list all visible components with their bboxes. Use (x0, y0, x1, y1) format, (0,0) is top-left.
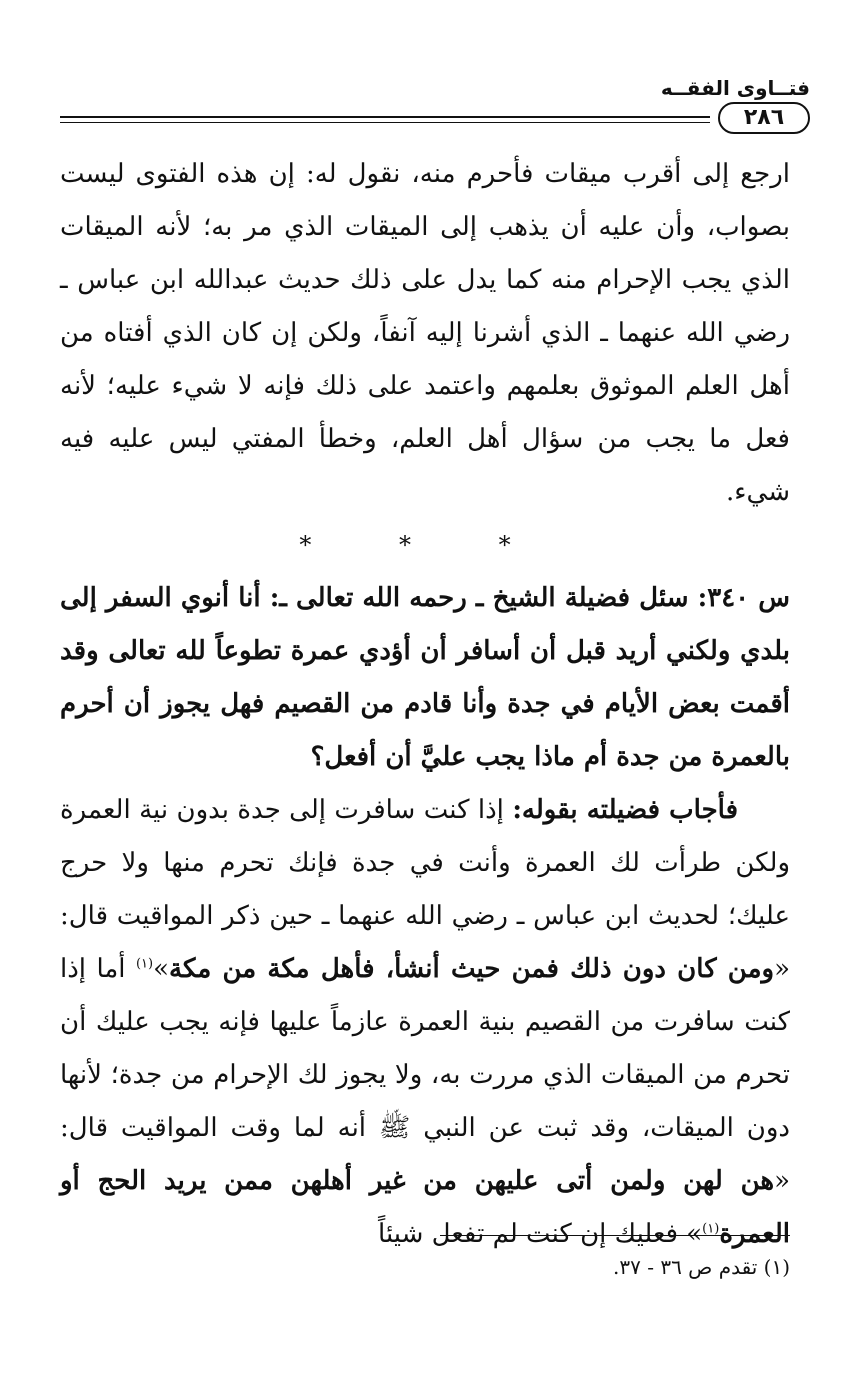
header-rule (60, 116, 710, 123)
footnote-ref-2: (١) (702, 1221, 720, 1237)
question-text: سئل فضيلة الشيخ ـ رحمه الله تعالى ـ: أنا أنوي السفر إلى بلدي ولكني أريد قبل أن أسافر أن أؤدي عمرة تطوعاً لله تعالى وقد أقمت بعض الأيام في جدة وأنا قادم من القصيم فهل يجوز أن أحرم بالعمرة من جدة أم ماذا يجب عليَّ أن أفعل؟ (60, 583, 790, 772)
hadith-quote-2: هن لهن ولمن أتى عليهن من غير أهلهن ممن يريد الحج أو العمرة (60, 1166, 790, 1249)
footnote: (١) تقدم ص ٣٦ - ٣٧. (613, 1255, 790, 1279)
footnote-ref-1: (١) (135, 956, 154, 972)
book-title: فتــاوى الفقــه (660, 76, 810, 100)
footnote-rule (440, 1235, 790, 1236)
page-number: ٢٨٦ (718, 102, 810, 134)
answer-text-1: إذا كنت سافرت إلى جدة بدون نية العمرة ولكن طرأت لك العمرة وأنت في جدة فإنك تحرم منها ولا حرج عليك؛ لحديث ابن عباس ـ رضي الله عنهما ـ حين ذكر المواقيت قال: « (60, 795, 790, 984)
answer-text-3: » فعليك إن كنت لم تفعل شيئاً (378, 1219, 703, 1249)
section-separator: * * * (299, 531, 551, 559)
paragraph-continued: ارجع إلى أقرب ميقات فأحرم منه، نقول له: إن هذه الفتوى ليست بصواب، وأن عليه أن يذهب إلى الميقات الذي مر به؛ لأنه الميقات الذي يجب الإحرام منه كما يدل على ذلك حديث عبدالله ابن عباس ـ رضي الله عنهما ـ الذي أشرنا إليه آنفاً، ولكن إن كان الذي أفتاه من أهل العلم الموثوق بعلمهم واعتمد على ذلك فإنه لا شيء عليه؛ لأنه فعل ما يجب من سؤال أهل العلم، وخطأ المفتي ليس عليه فيه شيء. (60, 159, 790, 507)
answer-text-2: أما إذا كنت سافرت من القصيم بنية العمرة عازماً عليها فإنه يجب عليك أن تحرم من الميقات الذي مررت به، ولا يجوز لك الإحرام من جدة؛ لأنها دون الميقات، وقد ثبت عن النبي ﷺ أنه لما وقت المواقيت قال: « (60, 954, 790, 1196)
hadith-quote-1: ومن كان دون ذلك فمن حيث أنشأ، فأهل مكة من مكة (169, 954, 775, 984)
answer-paragraph (60, 784, 790, 1261)
page-header (60, 76, 810, 136)
answer-text-2a: » (153, 954, 170, 984)
question-paragraph (60, 572, 790, 784)
page-body (60, 148, 790, 1261)
question-number: س ٣٤٠: (697, 583, 790, 613)
answer-label: فأجاب فضيلته بقوله: (512, 795, 739, 825)
